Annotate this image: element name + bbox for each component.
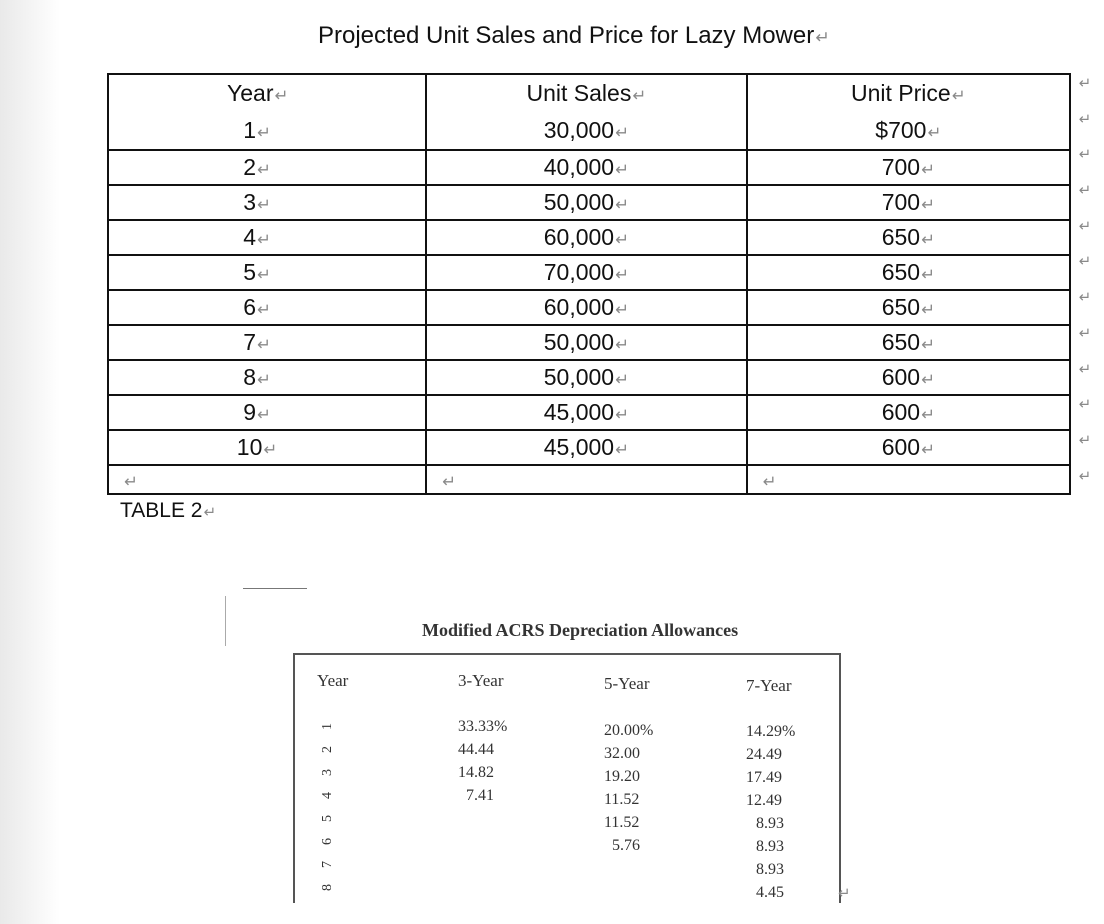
acrs-depreciation-table [293, 653, 841, 903]
acrs-value: 4.45 [756, 884, 784, 901]
acrs-value: 8.93 [756, 815, 784, 832]
table-row: 2↵ 40,000↵ 700↵ [108, 150, 1070, 185]
acrs-year-cell: 3 [320, 769, 335, 776]
acrs-header-7-year: 7-Year [746, 676, 792, 695]
table-row: 7↵ 50,000↵ 650↵ [108, 325, 1070, 360]
end-of-row-mark-icon: ↵ [1078, 324, 1092, 342]
acrs-value: 17.49 [746, 769, 782, 786]
acrs-title: Modified ACRS Depreciation Allowances [422, 620, 739, 640]
acrs-value: 14.82 [458, 764, 494, 781]
acrs-year-cell: 1 [320, 723, 335, 730]
acrs-value: 5.76 [612, 837, 640, 854]
acrs-value: 24.49 [746, 746, 782, 763]
end-of-row-mark-icon: ↵ [1078, 217, 1092, 235]
page-edge-shadow [0, 0, 60, 924]
acrs-7-year-column [746, 720, 795, 904]
acrs-year-cell: 2 [320, 746, 335, 753]
end-of-row-mark-icon: ↵ [1078, 110, 1092, 128]
acrs-year-cell: 5 [320, 815, 335, 822]
acrs-value: 14.29% [746, 723, 796, 740]
table-row: 10↵ 45,000↵ 600↵ [108, 430, 1070, 465]
acrs-value: 19.20 [604, 768, 640, 785]
acrs-value: 11.52 [604, 791, 640, 808]
end-of-row-mark-icon: ↵ [1078, 289, 1092, 307]
end-of-row-mark-icon: ↵ [1078, 75, 1092, 92]
acrs-value: 11.52 [604, 814, 640, 831]
acrs-value: 44.44 [458, 741, 494, 758]
acrs-year-cell: 4 [320, 792, 335, 799]
table-row: 9↵ 45,000↵ 600↵ [108, 395, 1070, 430]
table-row: 1↵ 30,000↵ $700↵ [108, 111, 1070, 150]
acrs-year-cell: 8 [320, 884, 335, 891]
acrs-year-cell: 6 [320, 838, 335, 845]
end-of-row-mark-icon: ↵ [1078, 467, 1092, 485]
paragraph-mark-icon: ↵ [838, 885, 851, 902]
acrs-year-column [316, 715, 339, 899]
acrs-header-3-year: 3-Year [458, 671, 504, 690]
table-row: 6↵ 60,000↵ 650↵ [108, 290, 1070, 325]
table-row: 4↵ 60,000↵ 650↵ [108, 220, 1070, 255]
header-unit-sales: Unit Sales↵ [426, 74, 747, 111]
acrs-5-year-column [604, 719, 653, 857]
acrs-value: 8.93 [756, 838, 784, 855]
acrs-value: 20.00% [604, 722, 654, 739]
document-title: Projected Unit Sales and Price for Lazy Mower↵ [318, 22, 830, 49]
scan-artifact-line [225, 596, 226, 646]
paragraph-mark-icon: ↵ [815, 27, 830, 47]
table-2-label: TABLE 2↵ [120, 499, 217, 522]
header-unit-price: Unit Price↵ [747, 74, 1070, 111]
acrs-value: 33.33% [458, 718, 508, 735]
unit-sales-table [107, 73, 1071, 495]
end-of-row-marks [1072, 74, 1098, 502]
acrs-header-5-year: 5-Year [604, 674, 650, 693]
acrs-value: 12.49 [746, 792, 782, 809]
end-of-row-mark-icon: ↵ [1078, 431, 1092, 449]
end-of-row-mark-icon: ↵ [1078, 182, 1092, 200]
acrs-value: 8.93 [756, 861, 784, 878]
table-row: 5↵ 70,000↵ 650↵ [108, 255, 1070, 290]
end-of-row-mark-icon: ↵ [1078, 146, 1092, 164]
table-empty-row: ↵ ↵ ↵ [108, 465, 1070, 494]
end-of-row-mark-icon: ↵ [1078, 253, 1092, 271]
acrs-header-year: Year [317, 671, 349, 690]
table-row: 8↵ 50,000↵ 600↵ [108, 360, 1070, 395]
acrs-value: 32.00 [604, 745, 640, 762]
end-of-row-mark-icon: ↵ [1078, 360, 1092, 378]
table-header-row [108, 74, 1070, 111]
table-row: 3↵ 50,000↵ 700↵ [108, 185, 1070, 220]
header-year: Year↵ [108, 74, 426, 111]
acrs-value: 7.41 [466, 787, 494, 804]
acrs-3-year-column [458, 715, 534, 807]
end-of-row-mark-icon: ↵ [1078, 396, 1092, 414]
acrs-year-cell: 7 [320, 861, 335, 868]
scan-artifact-line [243, 588, 307, 589]
